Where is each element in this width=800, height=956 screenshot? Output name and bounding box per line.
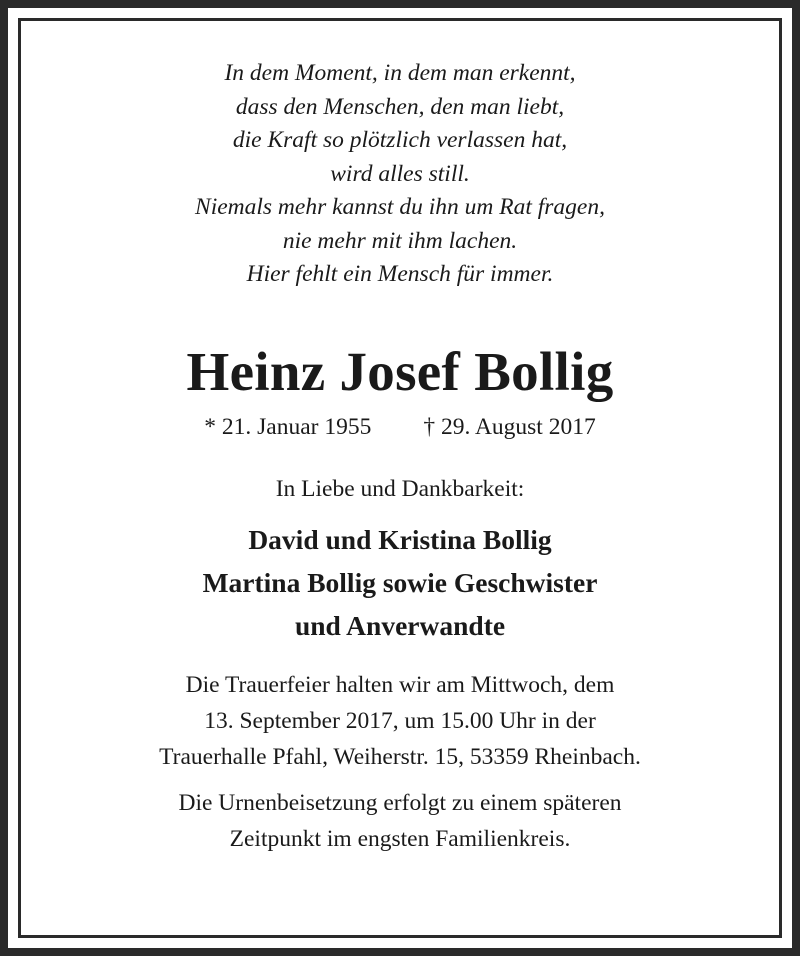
ceremony-line: 13. September 2017, um 15.00 Uhr in der: [204, 707, 596, 734]
poem-line: Hier fehlt ein Mensch für immer.: [246, 261, 554, 287]
poem-line: nie mehr mit ihm lachen.: [282, 227, 518, 254]
memorial-poem: [24, 57, 776, 292]
poem-line: die Kraft so plötzlich verlassen hat,: [232, 127, 568, 153]
ceremony-line: Die Trauerfeier halten wir am Mittwoch, dem: [185, 671, 615, 698]
mourner-line: David und Kristina Bollig: [248, 523, 552, 555]
death-date: † 29. August 2017: [423, 413, 596, 440]
birth-date: * 21. Januar 1955: [204, 413, 372, 440]
funeral-ceremony-info: [24, 667, 776, 775]
burial-info: [24, 785, 776, 857]
burial-line: Die Urnenbeisetzung erfolgt zu einem späteren: [178, 789, 622, 816]
mourner-line: und Anverwandte: [294, 609, 506, 641]
poem-line: In dem Moment, in dem man erkennt,: [224, 60, 576, 86]
ceremony-line: Trauerhalle Pfahl, Weiherstr. 15, 53359 Rheinbach.: [159, 743, 641, 770]
poem-line: dass den Menschen, den man liebt,: [235, 93, 565, 120]
life-dates: [24, 412, 776, 442]
mourner-line: Martina Bollig sowie Geschwister: [202, 566, 598, 598]
poem-line: wird alles still.: [330, 160, 470, 187]
dedication-line: In Liebe und Dankbarkeit:: [275, 475, 525, 502]
poem-line: Niemals mehr kannst du ihn um Rat fragen,: [195, 194, 605, 220]
obituary-notice: [24, 24, 776, 857]
mourners-list: [24, 518, 776, 647]
burial-line: Zeitpunkt im engsten Familienkreis.: [229, 825, 571, 852]
deceased-name: Heinz Josef Bollig: [186, 340, 614, 402]
